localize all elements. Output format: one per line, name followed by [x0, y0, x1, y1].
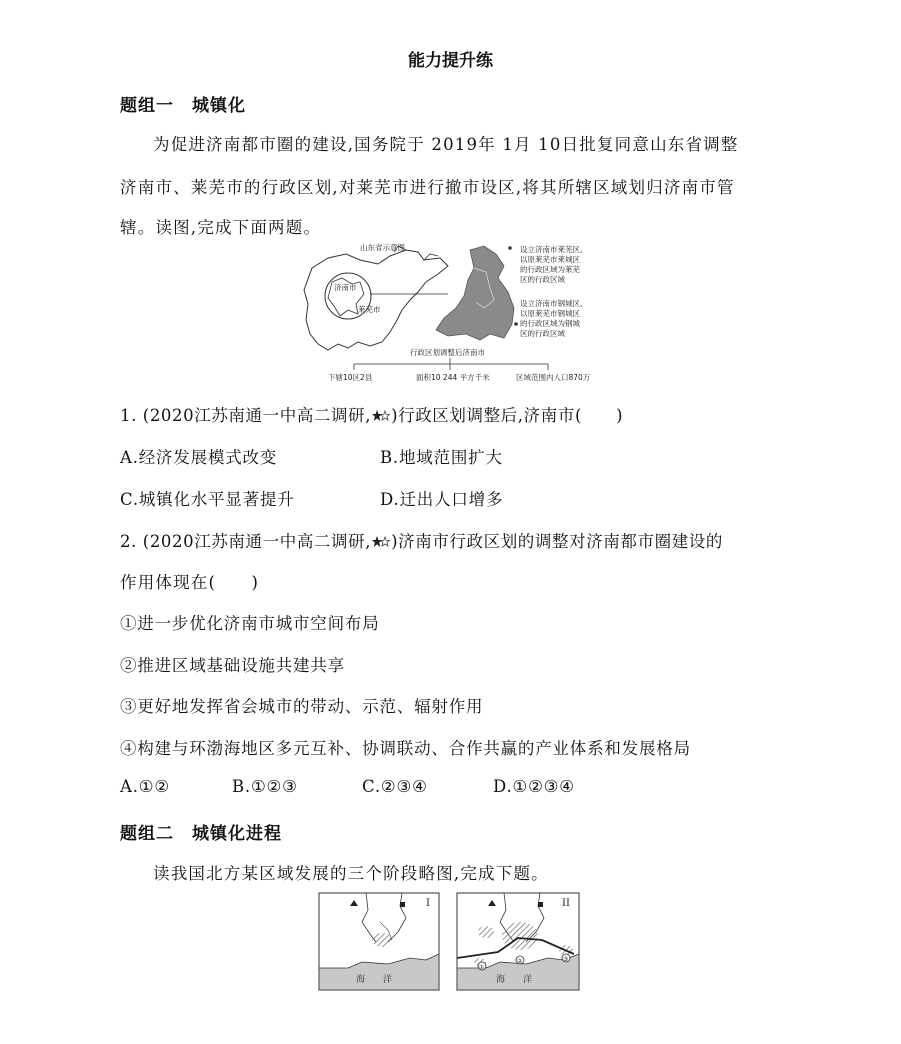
map-label-jinan: 济南市 — [334, 283, 357, 292]
svg-text:的行政区域为莱芜: 的行政区域为莱芜 — [520, 265, 580, 274]
svg-text:的行政区域为钢城: 的行政区域为钢城 — [520, 319, 580, 328]
q2-option-d: D.①②③④ — [493, 777, 575, 796]
svg-text:以原莱芜市钢城区: 以原莱芜市钢城区 — [520, 309, 580, 318]
map-label-province: 山东省示意图 — [360, 243, 405, 252]
q2-option-c: C.②③④ — [362, 777, 428, 796]
svg-text:海 洋: 海 洋 — [356, 975, 393, 985]
stage-panel-1 — [319, 893, 439, 990]
q2-option-b: B.①②③ — [232, 777, 298, 796]
regional-development-figure — [318, 892, 580, 992]
note-laiwu-district — [520, 244, 582, 284]
question-1-stem: 1. (2020江苏南通一中高二调研, )行政区划调整后,济南市( ) — [120, 406, 624, 425]
difficulty-star-icon — [371, 532, 391, 551]
question-2-stem: 2. (2020江苏南通一中高二调研, )济南市行政区划的调整对济南都市圈建设的 — [120, 532, 723, 551]
svg-text:海 洋: 海 洋 — [496, 975, 533, 985]
svg-text:②: ② — [517, 958, 523, 965]
jinan-administrative-map — [298, 238, 618, 388]
question-2-stem-line2: 作用体现在( ) — [120, 573, 260, 592]
difficulty-star-icon — [371, 406, 391, 425]
stat-districts: 下辖10区2县 — [328, 373, 373, 382]
svg-text:①: ① — [479, 964, 485, 971]
intro-line-1: 为促进济南都市圈的建设,国务院于 2019年 1月 10日批复同意山东省调整 — [153, 135, 739, 154]
svg-text:区的行政区域: 区的行政区域 — [520, 329, 565, 338]
q2-item-3: ③更好地发挥省会城市的带动、示范、辐射作用 — [120, 697, 484, 716]
page-title: 能力提升练 — [408, 51, 493, 71]
svg-text:设立济南市钢城区,: 设立济南市钢城区, — [520, 299, 583, 308]
q2-item-1: ①进一步优化济南市城市空间布局 — [120, 614, 380, 633]
svg-text:③: ③ — [563, 956, 569, 963]
section-heading-group2: 题组二 城镇化进程 — [120, 824, 282, 844]
enlarged-region — [436, 246, 514, 340]
svg-text:II: II — [562, 898, 570, 909]
note-gangcheng-district — [520, 298, 582, 338]
stat-area: 面积10 244 平方千米 — [416, 373, 490, 382]
svg-text:设立济南市莱芜区,: 设立济南市莱芜区, — [520, 245, 583, 254]
q1-option-c: C.城镇化水平显著提升 — [120, 490, 295, 509]
section-heading-group1: 题组一 城镇化 — [120, 96, 246, 116]
svg-text:区的行政区域: 区的行政区域 — [520, 275, 565, 284]
q2-item-4: ④构建与环渤海地区多元互补、协调联动、合作共赢的产业体系和发展格局 — [120, 739, 691, 758]
intro-line-3: 辖。读图,完成下面两题。 — [120, 218, 322, 237]
map-after-label: 行政区划调整后济南市 — [410, 348, 485, 357]
svg-text:I: I — [426, 898, 430, 909]
stage-panel-2 — [457, 893, 579, 990]
map-label-laiwu: 莱芜市 — [358, 305, 381, 314]
group2-intro: 读我国北方某区域发展的三个阶段略图,完成下题。 — [153, 864, 549, 883]
q2-option-a: A.①② — [120, 777, 170, 796]
q1-option-d: D.迁出人口增多 — [380, 490, 504, 509]
q1-option-a: A.经济发展模式改变 — [120, 448, 278, 467]
intro-line-2: 济南市、莱芜市的行政区划,对莱芜市进行撤市设区,将其所辖区域划归济南市管 — [120, 178, 735, 197]
svg-text:以原莱芜市莱城区: 以原莱芜市莱城区 — [520, 255, 580, 264]
stat-population: 区域范围内人口870万 — [516, 373, 591, 382]
q1-option-b: B.地域范围扩大 — [380, 448, 503, 467]
q2-item-2: ②推进区域基础设施共建共享 — [120, 656, 345, 675]
